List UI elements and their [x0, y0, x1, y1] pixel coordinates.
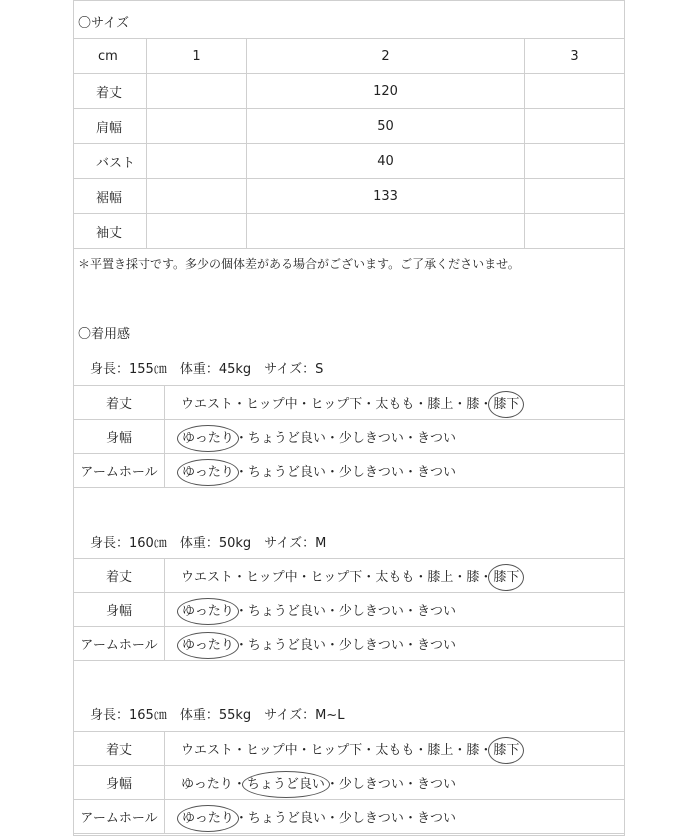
option: きつい	[416, 811, 456, 826]
fit-row-width	[74, 593, 625, 627]
option: 太もも	[375, 743, 415, 758]
option: きつい	[416, 604, 456, 619]
fit-row-armhole	[74, 454, 625, 488]
separator: ・	[479, 743, 493, 758]
row-label: 袖丈	[74, 214, 147, 249]
fit-options	[165, 386, 625, 420]
size-row-shoulder	[74, 109, 625, 144]
selected-option: 膝下	[488, 737, 524, 764]
measurement-note: ＊平置き採寸です。多少の個体差がある場合がございます。ご了承くださいませ。	[78, 257, 520, 271]
separator: ・	[479, 570, 493, 585]
cell: 133	[246, 179, 524, 214]
option: ちょうど良い	[247, 465, 326, 480]
separator: ・	[414, 570, 428, 585]
size-table	[73, 38, 625, 249]
cell	[147, 144, 247, 179]
model-1-body: 身長：155㎝ 体重：45kg サイズ：S	[90, 362, 324, 377]
cell: 120	[246, 74, 524, 109]
option: ちょうど良い	[247, 638, 326, 653]
size-header-row	[74, 39, 625, 74]
cell	[525, 74, 625, 109]
option: ヒップ中	[246, 743, 298, 758]
option: 膝	[466, 397, 480, 412]
separator: ・	[325, 465, 339, 480]
size-col-2: 2	[246, 39, 524, 74]
fit-options	[165, 766, 625, 800]
fit-options	[165, 627, 625, 661]
option: ちょうど良い	[247, 431, 326, 446]
fit-label: アームホール	[74, 627, 165, 661]
row-label: バスト	[74, 144, 147, 179]
fit-row-armhole	[74, 800, 625, 834]
separator: ・	[403, 638, 417, 653]
separator: ・	[403, 777, 417, 792]
unit-label: cm	[74, 39, 147, 74]
cell	[525, 214, 625, 249]
separator: ・	[453, 397, 467, 412]
fit-row-length	[74, 559, 625, 593]
separator: ・	[234, 431, 248, 446]
option: 少しきつい	[338, 811, 404, 826]
separator: ・	[362, 743, 376, 758]
option: 少しきつい	[338, 465, 404, 480]
selected-option: 膝下	[488, 564, 524, 591]
option: きつい	[416, 465, 456, 480]
row-label: 肩幅	[74, 109, 147, 144]
model-2-fit-table	[73, 558, 625, 661]
fit-label: 着丈	[74, 386, 165, 420]
separator: ・	[325, 638, 339, 653]
size-col-3: 3	[525, 39, 625, 74]
fit-label: 着丈	[74, 732, 165, 766]
cell: 40	[246, 144, 524, 179]
fit-options	[165, 593, 625, 627]
separator: ・	[233, 570, 247, 585]
option: ヒップ下	[310, 743, 363, 758]
separator: ・	[234, 638, 248, 653]
option: きつい	[416, 638, 456, 653]
size-col-1: 1	[147, 39, 247, 74]
option: ヒップ中	[246, 570, 298, 585]
fit-label: アームホール	[74, 800, 165, 834]
separator: ・	[325, 431, 339, 446]
cell	[147, 109, 247, 144]
selected-option: ゆったり	[177, 425, 239, 452]
option: 膝	[466, 743, 480, 758]
separator: ・	[362, 570, 376, 585]
model-1-fit-table	[73, 385, 625, 488]
row-label: 着丈	[74, 74, 147, 109]
option: 太もも	[375, 570, 415, 585]
separator: ・	[325, 604, 339, 619]
fit-label: 身幅	[74, 420, 165, 454]
cell	[525, 144, 625, 179]
size-row-hem	[74, 179, 625, 214]
option: ヒップ下	[310, 570, 363, 585]
option: ウエスト	[181, 570, 234, 585]
separator: ・	[325, 777, 339, 792]
separator: ・	[297, 570, 311, 585]
separator: ・	[234, 811, 248, 826]
separator: ・	[414, 397, 428, 412]
cell	[525, 109, 625, 144]
separator: ・	[403, 604, 417, 619]
option: 少しきつい	[338, 604, 404, 619]
separator: ・	[453, 743, 467, 758]
fit-label: 身幅	[74, 593, 165, 627]
fit-row-length	[74, 386, 625, 420]
option: 膝上	[427, 570, 454, 585]
option: ゆったり	[181, 777, 233, 792]
option: 膝上	[427, 397, 454, 412]
selected-option: ゆったり	[177, 805, 239, 832]
fit-row-length	[74, 732, 625, 766]
separator: ・	[325, 811, 339, 826]
option: 膝	[466, 570, 480, 585]
option: 少しきつい	[338, 777, 404, 792]
separator: ・	[233, 743, 247, 758]
fit-options	[165, 559, 625, 593]
fit-heading: 〇着用感	[78, 327, 131, 342]
separator: ・	[403, 811, 417, 826]
row-label: 裾幅	[74, 179, 147, 214]
cell	[147, 214, 247, 249]
selected-option: 膝下	[488, 391, 524, 418]
option: ヒップ中	[246, 397, 298, 412]
size-row-sleeve	[74, 214, 625, 249]
fit-row-armhole	[74, 627, 625, 661]
option: きつい	[416, 431, 456, 446]
separator: ・	[234, 465, 248, 480]
separator: ・	[362, 397, 376, 412]
size-row-bust	[74, 144, 625, 179]
selected-option: ちょうど良い	[242, 771, 330, 798]
cell	[147, 179, 247, 214]
fit-label: 身幅	[74, 766, 165, 800]
size-row-length	[74, 74, 625, 109]
selected-option: ゆったり	[177, 459, 239, 486]
fit-options	[165, 454, 625, 488]
separator: ・	[234, 604, 248, 619]
model-3-body: 身長：165㎝ 体重：55kg サイズ：M~L	[90, 708, 345, 723]
cell	[525, 179, 625, 214]
option: 少しきつい	[338, 638, 404, 653]
separator: ・	[414, 743, 428, 758]
selected-option: ゆったり	[177, 632, 239, 659]
fit-row-width	[74, 766, 625, 800]
option: 太もも	[375, 397, 415, 412]
fit-row-width	[74, 420, 625, 454]
separator: ・	[479, 397, 493, 412]
option: ウエスト	[181, 397, 234, 412]
option: きつい	[416, 777, 456, 792]
model-3-fit-table	[73, 731, 625, 834]
separator: ・	[232, 777, 246, 792]
size-heading: 〇サイズ	[78, 16, 129, 31]
option: 膝上	[427, 743, 454, 758]
fit-label: 着丈	[74, 559, 165, 593]
option: ウエスト	[181, 743, 234, 758]
cell: 50	[246, 109, 524, 144]
fit-options	[165, 420, 625, 454]
cell	[147, 74, 247, 109]
selected-option: ゆったり	[177, 598, 239, 625]
cell	[246, 214, 524, 249]
separator: ・	[297, 397, 311, 412]
fit-label: アームホール	[74, 454, 165, 488]
separator: ・	[297, 743, 311, 758]
fit-options	[165, 800, 625, 834]
separator: ・	[233, 397, 247, 412]
option: ヒップ下	[310, 397, 363, 412]
separator: ・	[403, 431, 417, 446]
separator: ・	[403, 465, 417, 480]
option: ちょうど良い	[247, 604, 326, 619]
fit-options	[165, 732, 625, 766]
option: ちょうど良い	[247, 811, 326, 826]
model-2-body: 身長：160㎝ 体重：50kg サイズ：M	[90, 536, 327, 551]
separator: ・	[453, 570, 467, 585]
option: 少しきつい	[338, 431, 404, 446]
